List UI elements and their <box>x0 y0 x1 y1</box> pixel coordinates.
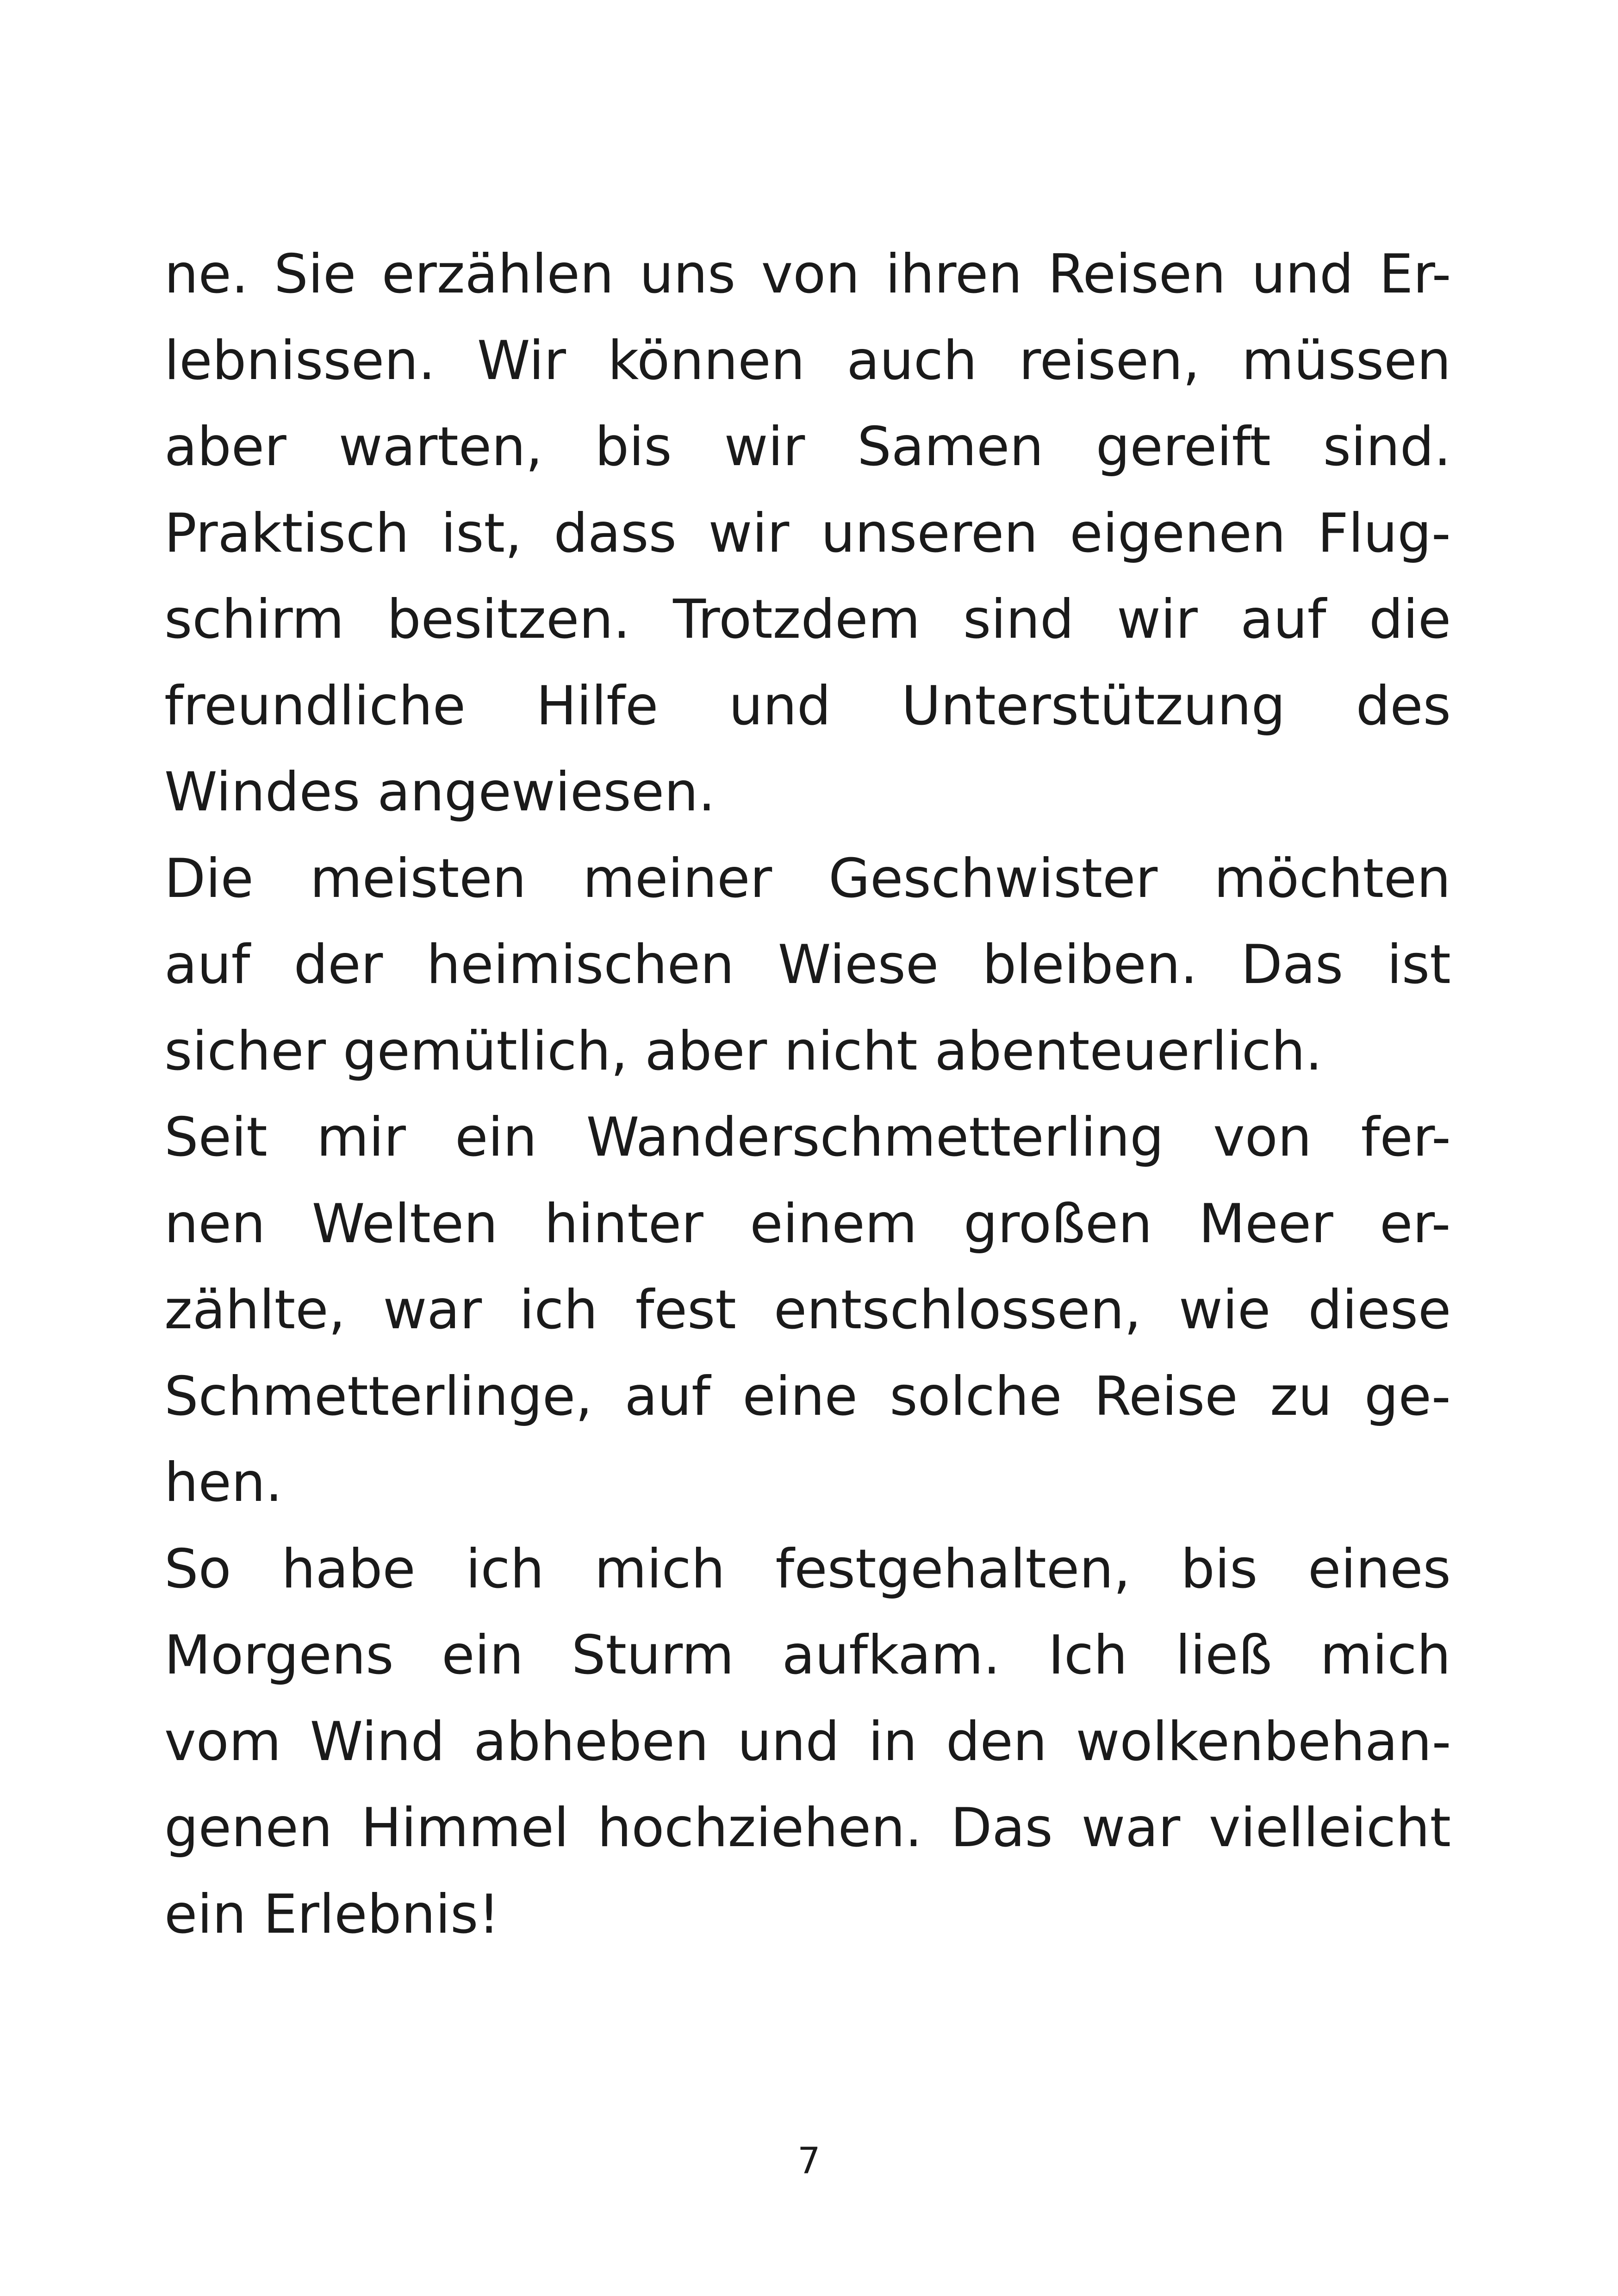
page-number: 7 <box>797 2140 821 2182</box>
text-line: freundliche Hilfe und Unterstützung des <box>164 674 1451 737</box>
text-line: ne. Sie erzählen uns von ihren Reisen und Er- <box>164 243 1451 305</box>
text-line: zählte, war ich fest entschlossen, wie diese <box>164 1279 1451 1341</box>
text-line: hen. <box>164 1451 283 1514</box>
text-line: So habe ich mich festgehalten, bis eines <box>164 1537 1451 1600</box>
text-line: vom Wind abheben und in den wolkenbehan- <box>164 1710 1451 1773</box>
text-line: Windes angewiesen. <box>164 761 716 823</box>
text-line: auf der heimischen Wiese bleiben. Das ist <box>164 933 1451 996</box>
body-text <box>164 231 1451 1958</box>
text-line: Schmetterlinge, auf eine solche Reise zu ge- <box>164 1365 1451 1428</box>
text-line: genen Himmel hochziehen. Das war vielleicht <box>164 1797 1451 1859</box>
text-line: schirm besitzen. Trotzdem sind wir auf die <box>164 588 1451 651</box>
text-line: sicher gemütlich, aber nicht abenteuerlich. <box>164 1020 1323 1083</box>
text-line: Morgens ein Sturm aufkam. Ich ließ mich <box>164 1624 1451 1686</box>
text-line: Praktisch ist, dass wir unseren eigenen Flug- <box>164 502 1451 565</box>
text-line: lebnissen. Wir können auch reisen, müssen <box>164 329 1451 392</box>
text-line: aber warten, bis wir Samen gereift sind. <box>164 416 1451 478</box>
text-line: Seit mir ein Wanderschmetterling von fer- <box>164 1106 1451 1169</box>
text-line: ein Erlebnis! <box>164 1883 500 1946</box>
text-line: nen Welten hinter einem großen Meer er- <box>164 1192 1451 1255</box>
text-line: Die meisten meiner Geschwister möchten <box>164 847 1451 910</box>
